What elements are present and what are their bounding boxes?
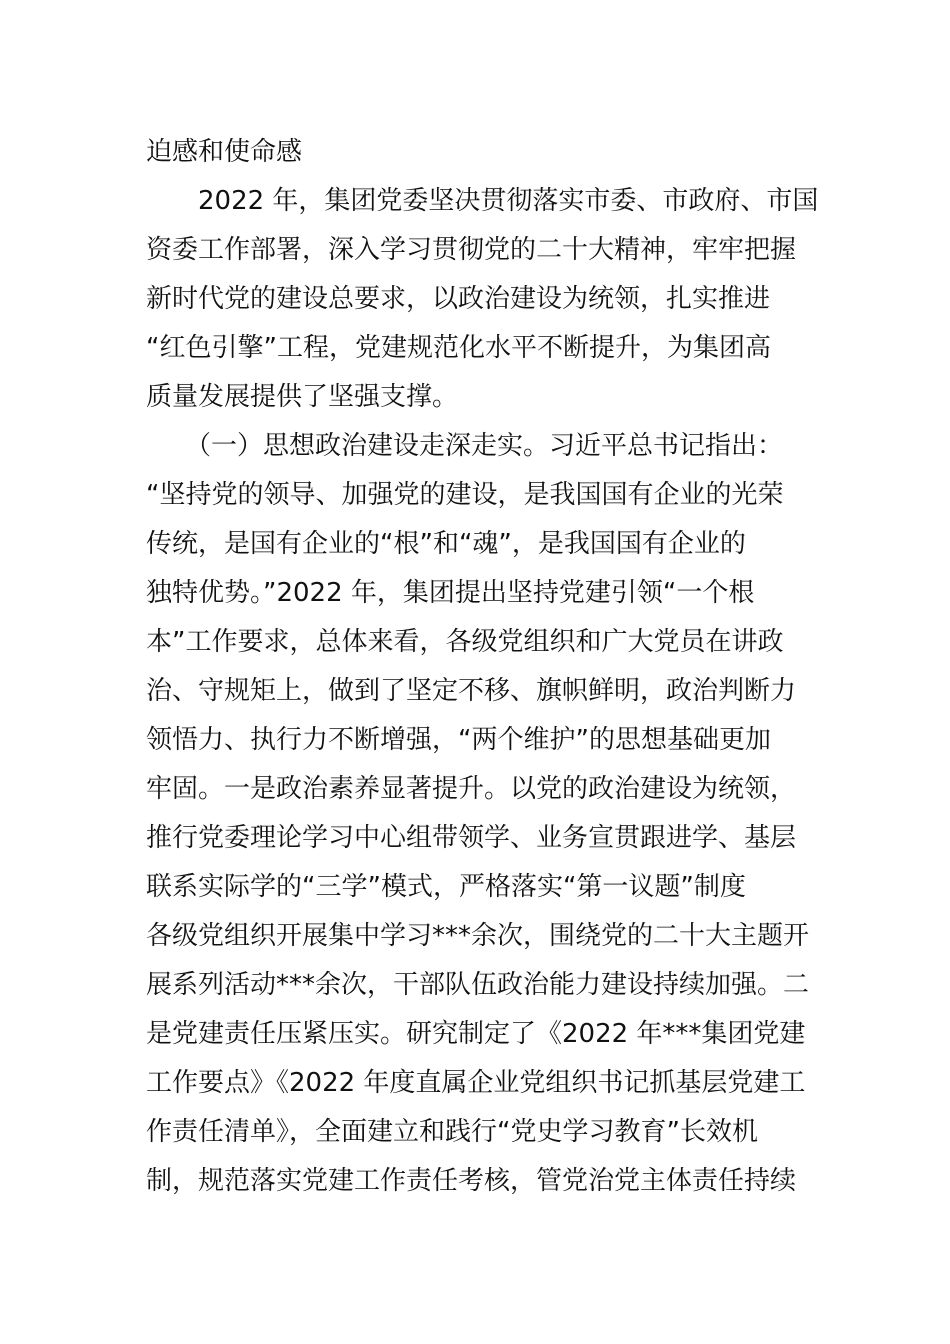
text-line: 新时代党的建设总要求，以政治建设为统领，扎实推进 xyxy=(146,284,771,314)
text-line: 各级党组织开展集中学习***余次，围绕党的二十大主题开 xyxy=(146,921,810,951)
text-line: 质量发展提供了坚强支撑。 xyxy=(146,382,459,412)
text-line: 联系实际学的“三学”模式，严格落实“第一议题”制度 xyxy=(146,872,746,902)
text-line: 制，规范落实党建工作责任考核，管党治党主体责任持续 xyxy=(146,1166,797,1196)
text-line: 本”工作要求，总体来看，各级党组织和广大党员在讲政 xyxy=(146,627,784,657)
text-line: 展系列活动***余次，干部队伍政治能力建设持续加强。二 xyxy=(146,970,810,1000)
text-line: “坚持党的领导、加强党的建设，是我国国有企业的光荣 xyxy=(146,480,784,510)
text-line: （一）思想政治建设走深走实。习近平总书记指出： xyxy=(146,431,784,461)
text-line: 2022 年，集团党委坚决贯彻落实市委、市政府、市国 xyxy=(146,186,819,216)
text-line: 牢固。一是政治素养显著提升。以党的政治建设为统领， xyxy=(146,774,797,804)
text-line: 推行党委理论学习中心组带领学、业务宣贯跟进学、基层 xyxy=(146,823,797,853)
text-line: “红色引擎”工程，党建规范化水平不断提升，为集团高 xyxy=(146,333,771,363)
text-line: 治、守规矩上，做到了坚定不移、旗帜鲜明，政治判断力 xyxy=(146,676,797,706)
body-text xyxy=(146,128,819,1206)
text-line: 传统，是国有企业的“根”和“魂”，是我国国有企业的 xyxy=(146,529,746,559)
text-line: 工作要点》《2022 年度直属企业党组织书记抓基层党建工 xyxy=(146,1068,806,1098)
text-line: 作责任清单》，全面建立和践行“党史学习教育”长效机 xyxy=(146,1117,758,1147)
text-line: 独特优势。”2022 年，集团提出坚持党建引领“一个根 xyxy=(146,578,755,608)
text-line: 是党建责任压紧压实。研究制定了《2022 年***集团党建 xyxy=(146,1019,806,1049)
text-line: 领悟力、执行力不断增强，“两个维护”的思想基础更加 xyxy=(146,725,771,755)
text-line: 迫感和使命感 xyxy=(146,137,303,167)
text-line: 资委工作部署，深入学习贯彻党的二十大精神，牢牢把握 xyxy=(146,235,797,265)
